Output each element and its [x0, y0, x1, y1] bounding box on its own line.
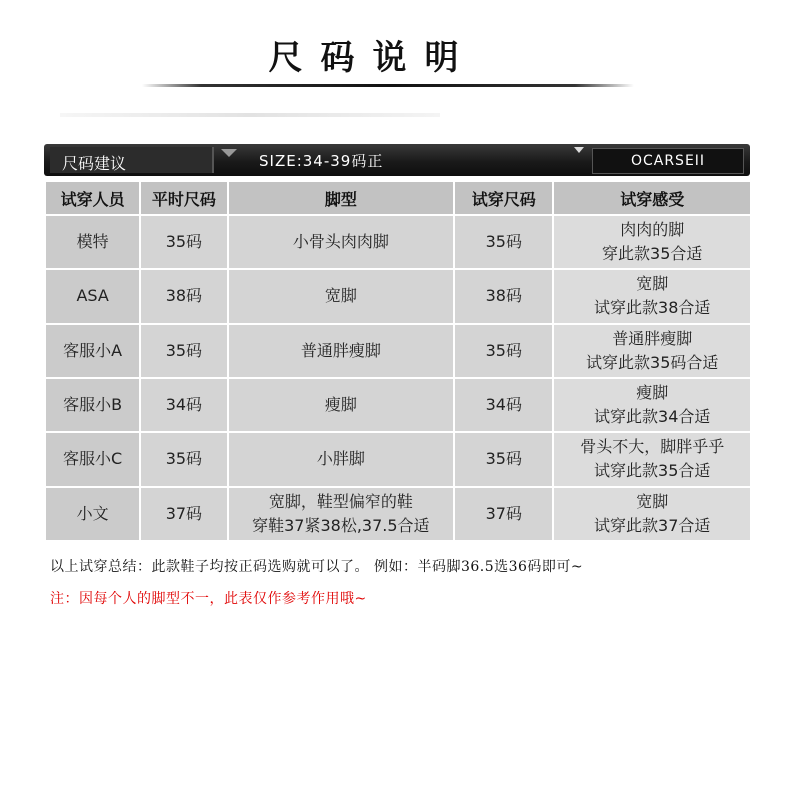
foot-type-line: 宽脚: [324, 286, 357, 306]
cell-usual-size: 37码: [141, 488, 226, 540]
section-label-box: [50, 147, 214, 173]
cell-fit-feedback: [554, 379, 750, 431]
cell-foot-type: [229, 433, 454, 485]
cell-foot-type: [229, 379, 454, 431]
size-advice-header: [44, 144, 750, 176]
small-arrow-icon: [574, 147, 584, 153]
section-label: 尺码建议: [62, 154, 127, 173]
cell-trial-size: 35码: [455, 325, 552, 377]
feedback-line: 肉肉的脚: [620, 220, 685, 240]
table-row: [46, 216, 750, 268]
size-table: [44, 180, 752, 542]
page-title: 尺码说明: [268, 38, 477, 78]
triangle-notch-icon: [221, 149, 237, 157]
cell-foot-type: [229, 488, 454, 540]
column-header-fit-feedback: 试穿感受: [554, 182, 750, 214]
foot-type-line: 普通胖瘦脚: [300, 340, 381, 360]
cell-usual-size: 35码: [141, 325, 226, 377]
table-row: [46, 270, 750, 322]
table-row: [46, 433, 750, 485]
cell-trial-size: 35码: [455, 433, 552, 485]
cell-tester: 模特: [46, 216, 139, 268]
table-header-row: [46, 182, 750, 214]
feedback-line: 试穿此款35码合适: [586, 352, 719, 372]
cell-usual-size: 34码: [141, 379, 226, 431]
size-range: SIZE:34-39码正: [259, 152, 384, 170]
feedback-line: 普通胖瘦脚: [612, 328, 693, 348]
table-row: [46, 488, 750, 540]
feedback-line: 瘦脚: [636, 383, 669, 403]
feedback-line: 试穿此款35合适: [594, 461, 711, 481]
column-header-tester: 试穿人员: [46, 182, 139, 214]
cell-tester: 客服小A: [46, 325, 139, 377]
fit-summary: 以上试穿总结：此款鞋子均按正码选购就可以了。 例如：半码脚36.5选36码即可~: [50, 559, 584, 575]
table-row: [46, 325, 750, 377]
column-header-foot-type: 脚型: [229, 182, 454, 214]
cell-trial-size: 34码: [455, 379, 552, 431]
cell-tester: 客服小B: [46, 379, 139, 431]
cell-usual-size: 38码: [141, 270, 226, 322]
feedback-line: 试穿此款37合适: [594, 515, 711, 535]
foot-type-line: 小骨头肉肉脚: [292, 232, 389, 252]
feedback-line: 宽脚: [636, 491, 669, 511]
cell-trial-size: 37码: [455, 488, 552, 540]
disclaimer-note: 注：因每个人的脚型不一，此表仅作参考作用哦~: [50, 591, 367, 607]
foot-type-line: 小胖脚: [316, 449, 365, 469]
cell-foot-type: [229, 270, 454, 322]
brand-label: OCARSEII: [592, 148, 744, 174]
cell-usual-size: 35码: [141, 433, 226, 485]
cell-foot-type: [229, 216, 454, 268]
column-header-trial-size: 试穿尺码: [455, 182, 552, 214]
cell-foot-type: [229, 325, 454, 377]
title-divider: [142, 84, 634, 87]
cell-fit-feedback: [554, 216, 750, 268]
foot-type-line: 宽脚，鞋型偏窄的鞋: [268, 491, 413, 511]
cell-fit-feedback: [554, 488, 750, 540]
cell-tester: 小文: [46, 488, 139, 540]
column-header-usual-size: 平时尺码: [141, 182, 226, 214]
cell-fit-feedback: [554, 270, 750, 322]
foot-type-line: 穿鞋37紧38松,37.5合适: [252, 515, 430, 535]
table-row: [46, 379, 750, 431]
cell-tester: 客服小C: [46, 433, 139, 485]
foot-type-line: 瘦脚: [324, 395, 357, 415]
feedback-line: 试穿此款34合适: [594, 407, 711, 427]
faint-divider: [60, 113, 440, 117]
cell-fit-feedback: [554, 433, 750, 485]
cell-fit-feedback: [554, 325, 750, 377]
feedback-line: 骨头不大，脚胖乎乎: [580, 437, 725, 457]
feedback-line: 穿此款35合适: [602, 244, 703, 264]
cell-trial-size: 38码: [455, 270, 552, 322]
cell-trial-size: 35码: [455, 216, 552, 268]
cell-usual-size: 35码: [141, 216, 226, 268]
feedback-line: 试穿此款38合适: [594, 298, 711, 318]
feedback-line: 宽脚: [636, 274, 669, 294]
cell-tester: ASA: [46, 270, 139, 322]
